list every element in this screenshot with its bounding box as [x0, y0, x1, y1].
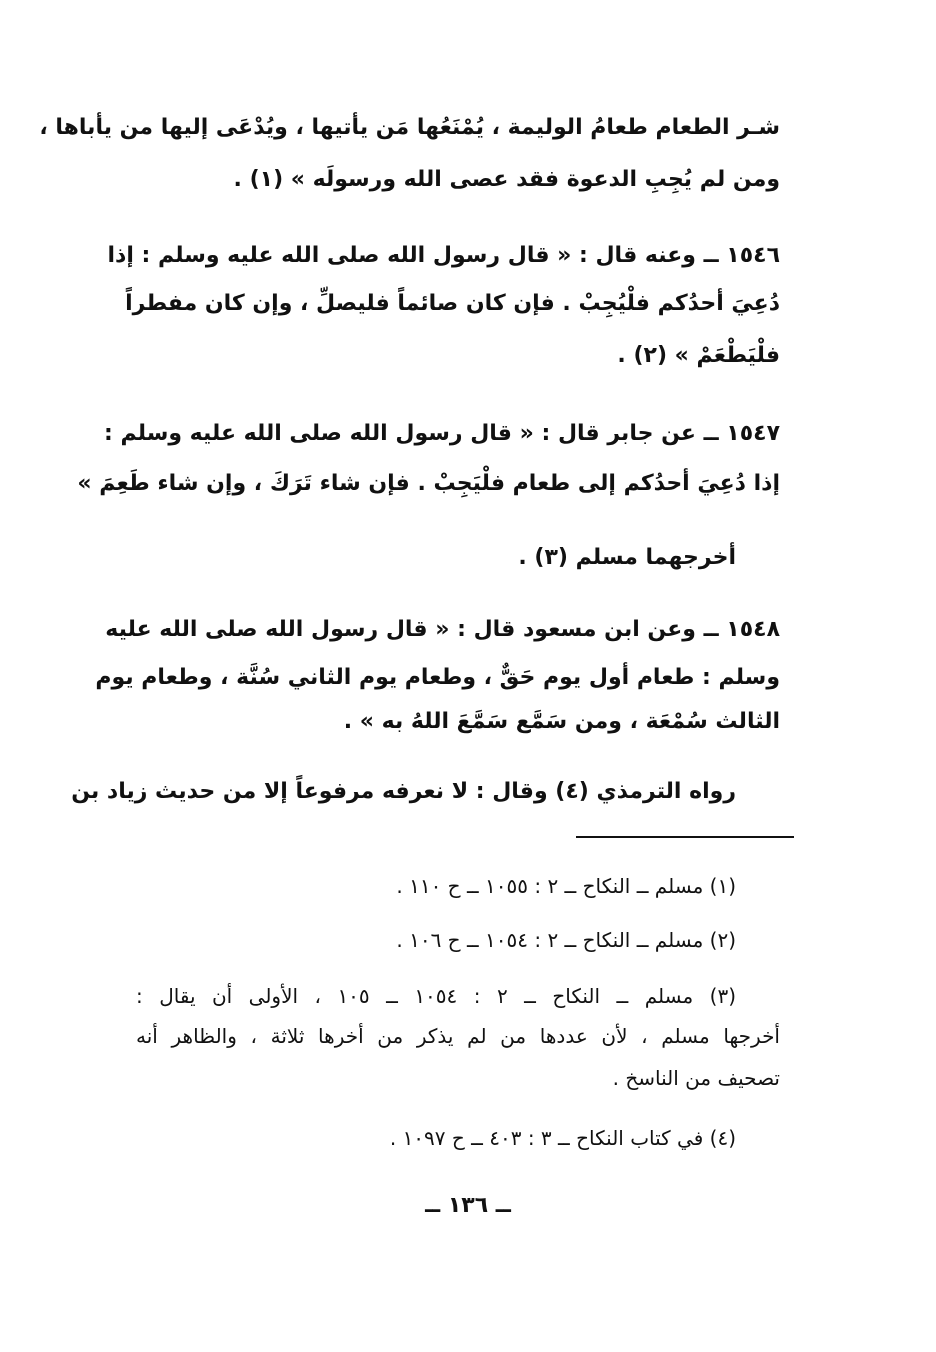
text-line: الثالث سُمْعَة ، ومن سَمَّع سَمَّعَ اللهُ به » . [343, 709, 780, 734]
footnote-line: (٢) مسلم ــ النكاح ــ ٢ : ١٠٥٤ ــ ح ١٠٦ . [396, 928, 736, 952]
text-line: رواه الترمذي (٤) وقال : لا نعرفه مرفوعاً إلا من حديث زياد بن [71, 779, 736, 804]
text-line: شـر الطعام طعامُ الوليمة ، يُمْنَعُها مَن يأتيها ، ويُدْعَى إليها من يأباها ، [39, 115, 780, 140]
text-line: دُعِيَ أحدُكم فلْيُجِبْ . فإن كان صائماً فليصلِّ ، وإن كان مفطراً [125, 291, 780, 316]
footnote-line: (٣) مسلم ــ النكاح ــ ٢ : ١٠٥٤ ــ ١٠٥ ، الأولى أن يقال : [136, 984, 737, 1008]
footnote-divider [576, 836, 794, 838]
text-line: إذا دُعِيَ أحدُكم إلى طعام فلْيَجِبْ . فإن شاء تَرَكَ ، وإن شاء طَعِمَ » [77, 471, 780, 496]
footnote-line: أخرجها مسلم ، لأن عددها من لم يذكر من أخرها ثلاثة ، والظاهر أنه [136, 1024, 780, 1048]
text-line: وسلم : طعام أول يوم حَقٌّ ، وطعام يوم الثاني سُنَّة ، وطعام يوم [95, 665, 780, 690]
hadith-1548-line: ١٥٤٨ ــ وعن ابن مسعود قال : « قال رسول الله صلى الله عليه [105, 617, 780, 642]
text-line: أخرجهما مسلم (٣) . [518, 545, 736, 570]
page-number: ــ ١٣٦ ــ [425, 1193, 511, 1218]
footnote-line: (٤) في كتاب النكاح ــ ٣ : ٤٠٣ ــ ح ١٠٩٧ . [389, 1126, 736, 1150]
footnote-line: (١) مسلم ــ النكاح ــ ٢ : ١٠٥٥ ــ ح ١١٠ . [396, 874, 736, 898]
hadith-1547-line: ١٥٤٧ ــ عن جابر قال : « قال رسول الله صلى الله عليه وسلم : [104, 421, 780, 446]
footnote-line: تصحيف من الناسخ . [612, 1066, 780, 1090]
text-line: فلْيَطْعَمْ » (٢) . [617, 343, 780, 368]
text-line: ومن لم يُجِبِ الدعوة فقد عصى الله ورسولَه » (١) . [233, 167, 780, 192]
hadith-1546-line: ١٥٤٦ ــ وعنه قال : « قال رسول الله صلى الله عليه وسلم : إذا [107, 243, 780, 268]
